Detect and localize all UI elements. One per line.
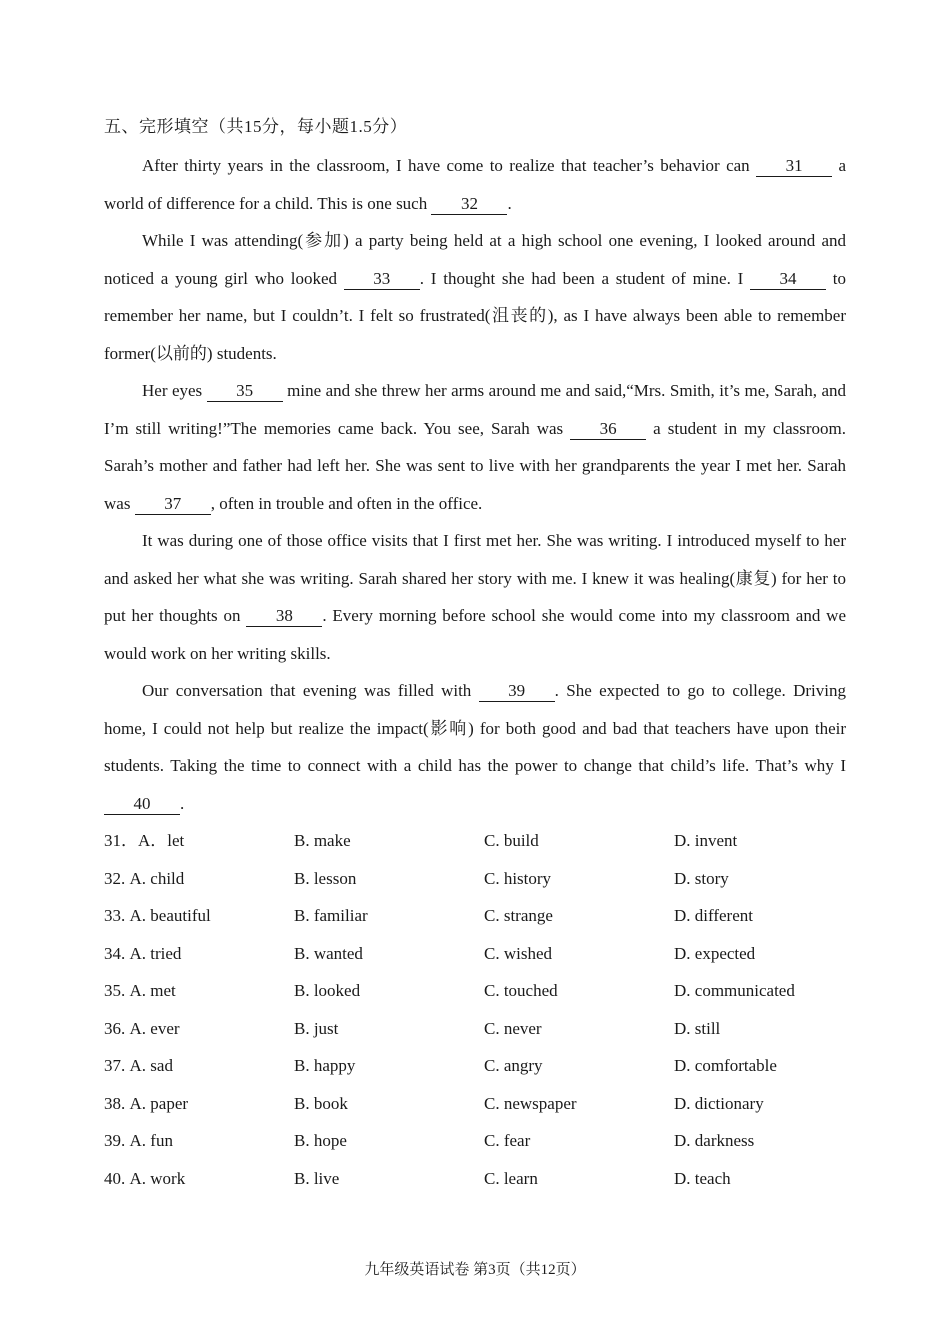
cloze-passage [104,147,846,822]
question-number: 36. [104,1018,126,1038]
question-row [104,1047,864,1085]
blank-33: 33 [344,269,420,290]
option-b: B. familiar [294,906,368,925]
blank-31: 31 [756,156,832,177]
option-b: B. book [294,1093,348,1113]
paragraph-2 [104,222,846,372]
option-b: B. just [294,1018,339,1038]
option-a [104,935,294,973]
question-row [104,860,864,898]
option-a-text: A. ever [129,1018,180,1038]
option-c: C. build [484,831,539,850]
question-row [104,1010,864,1048]
question-number: 35. [104,981,126,1000]
text: . Every morning before school she would come into my classroom and we would work on her writing skills. [104,606,846,663]
option-c: C. strange [484,906,553,925]
blank-34: 34 [750,269,826,290]
question-number: 38. [104,1093,126,1113]
option-a-text: A. beautiful [129,906,211,925]
option-d: D. still [674,1018,721,1038]
option-c: C. never [484,1018,542,1038]
option-a [104,1010,294,1048]
question-number: 33. [104,906,126,925]
option-d: D. communicated [674,981,795,1000]
question-row [104,1122,864,1160]
question-row [104,1085,864,1123]
text: mine and she threw her arms around me and said,“Mrs. Smith, it’s me, Sarah, and I’m still writing!”The memories came back. You see, Sarah was [104,381,846,438]
option-c: C. touched [484,981,558,1000]
option-a-text: A. work [129,1168,186,1188]
option-a [104,1160,294,1198]
option-a-text: A. tried [129,943,182,963]
option-a-text: A. paper [129,1093,189,1113]
option-a [104,860,294,898]
text: . [180,793,185,813]
option-a-text: A. sad [129,1056,173,1075]
option-b: B. wanted [294,943,363,963]
question-row [104,822,864,860]
question-number: 32. [104,868,126,888]
section-heading: 五、完形填空（共15分，每小题1.5分） [104,117,408,136]
option-a-text: A. child [129,868,185,888]
question-number: 40. [104,1168,126,1188]
blank-36: 36 [570,419,646,440]
text: to remember her name, but I couldn’t. I felt so frustrated(沮丧的), as I have always been able to remember former(以前的) students. [104,268,846,363]
text: Her eyes [142,381,207,400]
option-b: B. happy [294,1056,356,1075]
option-c: C. history [484,868,552,888]
option-a [104,1085,294,1123]
text: a student in my classroom. Sarah’s mother and father had left her. She was sent to live with her grandparents the year I met her. Sarah was [104,418,846,513]
text: . I thought she had been a student of mine. I [419,268,751,288]
question-row [104,972,864,1010]
option-a [104,1122,294,1160]
option-c: C. learn [484,1168,538,1188]
blank-40: 40 [104,794,180,815]
text: After thirty years in the classroom, I have come to realize that teacher’s behavior can [142,156,757,175]
option-d: D. different [674,906,753,925]
option-a [104,897,294,935]
answer-options [104,822,864,1197]
option-a [104,822,294,860]
option-b: B. hope [294,1131,347,1150]
blank-37: 37 [135,494,211,515]
question-number: 31． [104,831,138,850]
page-footer: 九年级英语试卷 第3页（共12页） [364,1262,586,1278]
option-b: B. lesson [294,868,357,888]
option-a-text: A．let [138,831,185,850]
question-row [104,1160,864,1198]
option-a-text: A. fun [129,1131,173,1150]
option-c: C. angry [484,1056,543,1075]
paragraph-3 [104,372,846,522]
option-a [104,1047,294,1085]
option-c: C. wished [484,943,552,963]
option-c: C. fear [484,1131,531,1150]
option-d: D. story [674,868,729,888]
option-d: D. teach [674,1168,731,1188]
text: . She expected to go to college. Driving home, I could not help but realize the impact(影响) for both good and bad that teachers have upon their students. Taking the time to connect with a child has the power to change that child’s life. That’s why I [104,681,846,775]
text: Our conversation that evening was filled with [142,681,479,700]
option-d: D. comfortable [674,1056,777,1075]
question-row [104,897,864,935]
text: a world of difference for a child. This is one such [104,156,847,213]
option-b: B. make [294,831,351,850]
question-row [104,935,864,973]
option-d: D. invent [674,831,738,850]
option-d: D. darkness [674,1131,755,1150]
text: It was during one of those office visits that I first met her. She was writing. I introduced myself to her and asked her what she was writing. Sarah shared her story with me. I knew it was healing(康复) for her to put her thoughts on [104,531,846,625]
option-b: B. live [294,1168,340,1188]
blank-38: 38 [246,606,322,627]
blank-35: 35 [207,381,283,402]
option-a [104,972,294,1010]
option-d: D. dictionary [674,1093,764,1113]
blank-39: 39 [479,681,555,702]
option-c: C. newspaper [484,1093,577,1113]
paragraph-1 [104,147,846,222]
question-number: 39. [104,1131,126,1150]
text: While I was attending(参加) a party being held at a high school one evening, I looked around and noticed a young girl who looked [104,231,846,288]
paragraph-4 [104,522,846,672]
option-a-text: A. met [129,981,176,1000]
text: , often in trouble and often in the office. [210,493,483,513]
question-number: 37. [104,1056,126,1075]
question-number: 34. [104,943,126,963]
option-d: D. expected [674,943,756,963]
option-b: B. looked [294,981,361,1000]
blank-32: 32 [431,194,507,215]
paragraph-5 [104,672,846,822]
text: . [507,193,512,213]
